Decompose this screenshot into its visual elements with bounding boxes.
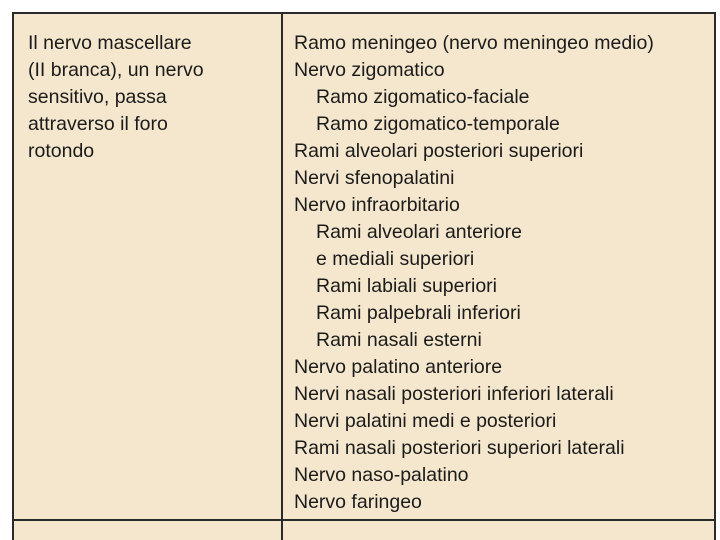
branch-item: Rami nasali posteriori superiori laterali (294, 437, 625, 459)
sub-branch-item: Rami labiali superiori (316, 275, 497, 297)
column-divider (281, 14, 283, 540)
description-line: (II branca), un nervo (28, 59, 204, 81)
description-line: rotondo (28, 140, 95, 162)
branch-item: Nervi sfenopalatini (294, 167, 455, 189)
sub-branch-item: e mediali superiori (316, 248, 475, 270)
branch-item: Nervo infraorbitario (294, 194, 460, 216)
branch-item: Nervo palatino anteriore (294, 356, 503, 378)
branch-item: Nervo faringeo (294, 491, 422, 513)
description-line: attraverso il foro (28, 113, 168, 135)
sub-branch-item: Rami palpebrali inferiori (316, 302, 521, 324)
branch-item: Nervo naso-palatino (294, 464, 469, 486)
branch-item: Rami alveolari posteriori superiori (294, 140, 584, 162)
nerve-description-cell (28, 30, 274, 165)
branch-item: Nervi nasali posteriori inferiori laterali (294, 383, 614, 405)
sub-branch-item: Ramo zigomatico-temporale (316, 113, 560, 135)
sub-branch-item: Rami nasali esterni (316, 329, 482, 351)
branch-item: Nervo zigomatico (294, 59, 445, 81)
nerve-table (12, 12, 716, 540)
row-divider (14, 519, 714, 521)
sub-branch-item: Ramo zigomatico-faciale (316, 86, 530, 108)
description-line: Il nervo mascellare (28, 32, 192, 54)
branches-list-cell (294, 30, 714, 516)
description-line: sensitivo, passa (28, 86, 167, 108)
branch-item: Nervi palatini medi e posteriori (294, 410, 557, 432)
branch-item: Ramo meningeo (nervo meningeo medio) (294, 32, 654, 54)
sub-branch-item: Rami alveolari anteriore (316, 221, 522, 243)
